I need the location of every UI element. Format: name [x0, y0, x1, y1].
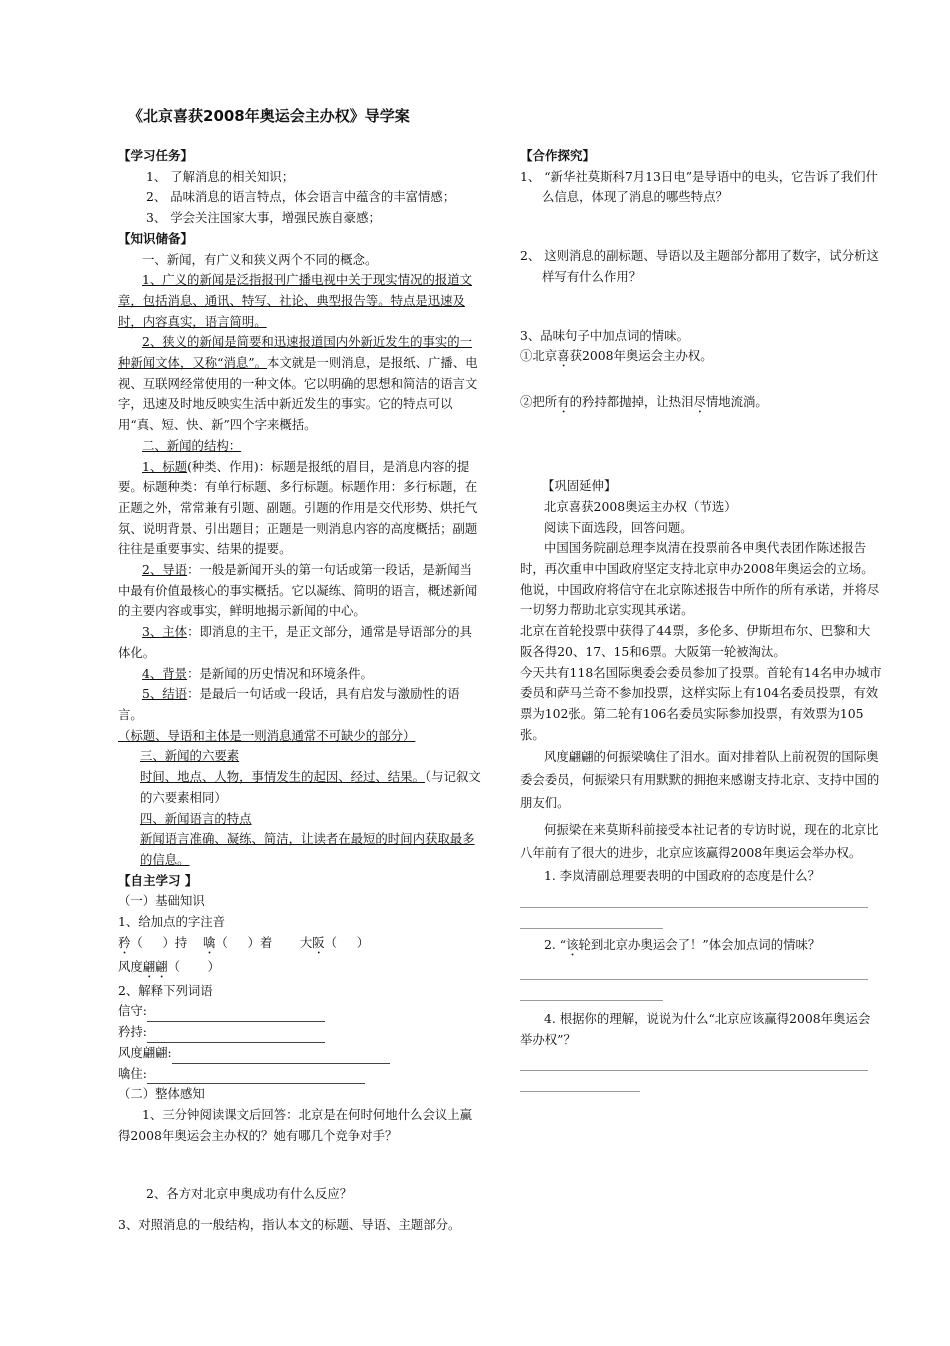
- overall-question-3: 3、对照消息的一般结构，指认本文的标题、导语、主题部分。: [118, 1217, 461, 1233]
- cooperation-heading: 【合作探究】: [520, 148, 596, 163]
- structure-title: [118, 457, 483, 561]
- overall-question-2: 2、各方对北京申奥成功有什么反应？: [146, 1186, 353, 1202]
- answer-blank[interactable]: [147, 1009, 325, 1022]
- structure-note: （标题、导语和主体是一则消息通常不可缺少的部分）: [118, 727, 416, 743]
- dotted-char: 矜: [118, 934, 131, 950]
- question-text: 轮到北京办奥运会了！”体会加点词的情味？: [578, 937, 821, 953]
- excerpt-title: 北京喜获2008奥运主办权（节选）: [544, 498, 737, 514]
- excerpt-paragraph: 今天共有118名国际奥委会委员参加了投票。首轮有14名申办城市委员和萨马兰奇不参加投票，这样实际上有104名委员投票，有效票为102张。第二轮有106名委员实际参加投票，有效票为105张。: [520, 664, 882, 742]
- excerpt-paragraph: 北京在首轮投票中获得了44票，多伦多、伊斯坦布尔、巴黎和大阪各得20、17、15和6票。大阪第一轮被淘汰。: [520, 623, 871, 659]
- structure-ending-text: ：是最后一句话或一段话，具有启发与激励性的语言。: [118, 686, 460, 722]
- task-item: 1、 了解消息的相关知识；: [146, 168, 295, 184]
- sentence-text: 获2008年奥运会主办权。: [569, 348, 713, 364]
- right-column: [520, 146, 882, 1092]
- structure-title-label: 1、标题: [142, 458, 188, 474]
- structure-background: [118, 664, 483, 685]
- coop-sentence-1: [520, 346, 882, 370]
- knowledge-intro: 一、新闻，有广义和狭义两个不同的概念。: [142, 251, 378, 267]
- answer-blank[interactable]: [147, 1071, 365, 1084]
- knowledge-heading: 【知识储备】: [118, 230, 194, 246]
- answer-line[interactable]: [520, 965, 868, 980]
- extension-question-4: 4. 根据你的理解，说说为什么“北京应该赢得2008年奥运会举办权”？: [520, 1011, 871, 1047]
- narrow-news-underlined: 2、狭义的新闻是简要和迅速报道国内外新近发生的事实的一种新闻文体，又称“消息”。: [118, 334, 473, 371]
- dotted-char: 喜: [557, 348, 570, 364]
- structure-lead-label: 2、导语: [142, 562, 188, 578]
- excerpt-paragraph: 何振梁在来莫斯科前接受本社记者的专访时说，现在的北京比八年前有了很大的进步，北京应该赢得2008年奥运会举办权。: [520, 822, 879, 861]
- pinyin-blank-tail: （ ）: [324, 934, 370, 950]
- extension-question-2: [520, 935, 882, 959]
- structure-background-text: ：是新闻的历史情况和环境条件。: [187, 665, 373, 681]
- word-definition-row: [118, 1043, 483, 1064]
- self-study-heading: 【自主学习 】: [118, 872, 198, 888]
- structure-title-text: (种类、作用)：标题是报纸的眉目，是消息内容的提要。标题种类：有单行标题、多行标题。标题作用：多行标题，在正题之外，常常兼有引题、副题。引题的作用是交代形势、烘托气氛、说明背景、引出题目；正题是一则消息内容的高度概括；副题往往是重要事实、结果的提要。: [118, 458, 478, 557]
- sentence-text: ②把所: [520, 394, 558, 410]
- dotted-char: 尽: [693, 394, 706, 410]
- left-column: [118, 146, 483, 1236]
- word-definition-row: [118, 1001, 483, 1022]
- coop-question-2: 2、 这则消息的副标题、导语以及主题部分都用了数字，试分析这样写有什么作用？: [520, 248, 879, 284]
- word-label: 风度翩翩:: [118, 1044, 172, 1060]
- structure-body: [118, 622, 483, 663]
- basic-knowledge-label: （一）基础知识: [118, 893, 205, 909]
- dotted-char: 该: [566, 937, 579, 953]
- pinyin-blank-tail: （ ）着: [215, 934, 273, 950]
- question-text: 2. “: [544, 937, 567, 953]
- structure-ending-label: 5、结语: [142, 686, 188, 702]
- task-item: 3、 学会关注国家大事，增强民族自豪感；: [146, 210, 381, 226]
- task-item: 2、 品味消息的语言特点，体会语言中蕴含的丰富情感；: [146, 189, 456, 205]
- answer-line[interactable]: [520, 893, 868, 908]
- excerpt-paragraph: 风度翩翩的何振梁噙住了泪水。面对排着队上前祝贺的国际奥委会委员，何振梁只有用默默的拥抱来感谢支持北京、支持中国的朋友们。: [520, 749, 880, 811]
- six-elements-heading: 三、新闻的六要素: [140, 748, 240, 764]
- word-label: 信守:: [118, 1003, 147, 1019]
- narrow-news-definition: [118, 332, 483, 436]
- structure-ending: [118, 684, 483, 725]
- dotted-char: 有: [557, 394, 570, 410]
- pinyin-row-1: [118, 933, 483, 957]
- structure-body-text: ：即消息的主干，是正文部分，通常是导语部分的具体化。: [118, 624, 473, 660]
- pinyin-prefix: 大: [299, 934, 313, 950]
- structure-lead-text: ：一般是新闻开头的第一句话或第一段话，是新闻当中最有价值最核心的事实概括。它以凝练、简明的语言，概述新闻的主要内容或事实，鲜明地揭示新闻的中心。: [118, 562, 478, 619]
- word-definition-row: [118, 1064, 483, 1085]
- extension-question-1: 1. 李岚清副总理要表明的中国政府的态度是什么？: [544, 868, 820, 884]
- pinyin-prefix: 风度: [118, 958, 143, 974]
- narrow-news-text: 本文就是一则消息，是报纸、广播、电视、互联网经常使用的一种文体。它以明确的思想和简洁的语言文字，迅速及时地反映实生活中新近发生的事实。它的特点可以用“真、短、快、新”四个字来概括。: [118, 355, 478, 433]
- structure-lead: [118, 560, 483, 622]
- overall-question-1: 1、三分钟阅读课文后回答：北京是在何时何地什么会议上赢得2008年奥运会主办权的？她有哪几个竞争对手？: [118, 1106, 473, 1143]
- coop-question-1: 1、 “新华社莫斯科7月13日电”是导语中的电头，它告诉了我们什么信息，体现了消息的哪些特点？: [520, 168, 878, 205]
- excerpt-instruction: 阅读下面选段，回答问题。: [544, 519, 693, 535]
- word-label: 噙住:: [118, 1065, 147, 1081]
- document-title: 《北京喜获2008年奥运会主办权》导学案: [128, 107, 410, 125]
- word-label: 矜持:: [118, 1024, 147, 1040]
- six-elements-note: （与记叙文的六要素相同）: [140, 769, 481, 805]
- learning-tasks-heading: 【学习任务】: [118, 148, 194, 163]
- dotted-char: 翩翩: [142, 958, 168, 974]
- extension-heading: 【巩固延伸】: [542, 478, 617, 494]
- answer-blank[interactable]: [147, 1030, 325, 1043]
- define-words-question: 2、解释下列词语: [118, 982, 213, 998]
- sentence-text: ①北京: [520, 348, 558, 364]
- pinyin-question: 1、给加点的字注音: [118, 914, 226, 930]
- dotted-char: 阪: [312, 934, 325, 950]
- coop-question-3: 3、品味句子中加点词的情味。: [520, 327, 689, 343]
- answer-line[interactable]: [520, 1077, 640, 1092]
- pinyin-row-2: [118, 957, 483, 981]
- structure-background-label: 4、背景: [142, 665, 188, 681]
- sentence-text: 情地流淌。: [705, 394, 768, 410]
- answer-line[interactable]: [520, 1056, 868, 1071]
- broad-news-definition: 1、广义的新闻是泛指报刊广播电视中关于现实情况的报道文章，包括消息、通讯、特写、社论、典型报告等。特点是迅速及时，内容真实，语言简明。: [118, 272, 473, 329]
- sentence-text: 的矜持都抛掉，让热泪: [569, 394, 694, 410]
- overall-perception-label: （二）整体感知: [118, 1086, 205, 1102]
- answer-line[interactable]: [520, 986, 663, 1001]
- structure-body-label: 3、主体: [142, 624, 188, 640]
- structure-heading: 二、新闻的结构：: [142, 437, 242, 453]
- language-heading: 四、新闻语言的特点: [140, 810, 252, 826]
- coop-sentence-2: [520, 392, 882, 416]
- answer-blank[interactable]: [172, 1051, 390, 1064]
- pinyin-blank-tail: （ ）持: [130, 934, 188, 950]
- dotted-char: 噙: [203, 934, 216, 950]
- six-elements-underlined: 时间、地点、人物，事情发生的起因、经过、结果。: [140, 769, 425, 785]
- word-definition-row: [118, 1022, 483, 1043]
- language-text: 新闻语言准确、凝练、简洁，让读者在最短的时间内获取最多的信息。: [140, 831, 475, 867]
- six-elements-text: [118, 767, 483, 808]
- pinyin-blank-tail: （ ）: [167, 958, 220, 974]
- excerpt-paragraph: 中国国务院副总理李岚清在投票前各申奥代表团作陈述报告时，再次重申中国政府坚定支持北京申办2008年奥运会的立场。他说，中国政府将信守在北京陈述报告中所作的所有承诺，并将尽一切努力帮助北京实现其承诺。: [520, 540, 880, 618]
- answer-line[interactable]: [520, 914, 663, 929]
